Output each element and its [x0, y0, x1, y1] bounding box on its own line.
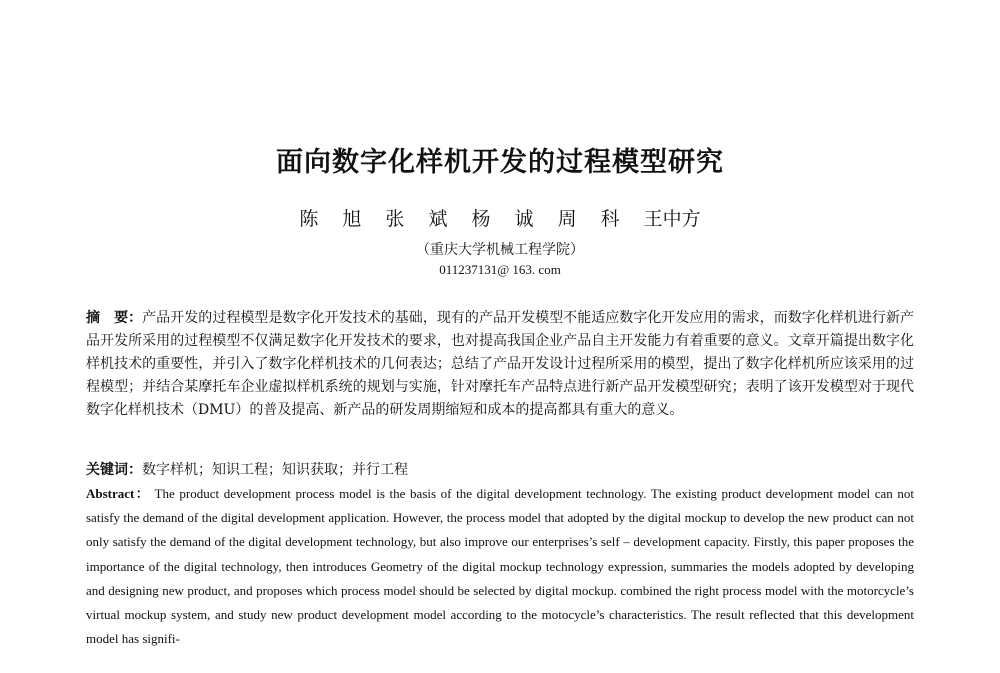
keywords [86, 459, 914, 482]
keywords-label: 关键词： [86, 462, 142, 478]
paper-authors: 陈 旭 张 斌 杨 诚 周 科 王中方 [299, 208, 701, 230]
abstract-english [86, 482, 914, 651]
paper-title: 面向数字化样机开发的过程模型研究 [276, 147, 724, 178]
abstract-label: 摘 要： [86, 310, 143, 326]
abstract-zh-text: 产品开发的过程模型是数字化开发技术的基础，现有的产品开发模型不能适应数字化开发应用的需求，而数字化样机进行新产品开发所采用的过程模型不仅满足数字化开发技术的要求，也对提高我国企业产品自主开发能力有着重要的意义。文章开篇提出数字化样机技术的重要性，并引入了数字化样机技术的几何表达；总结了产品开发设计过程所采用的模型，提出了数字化样机所应该采用的过程模型；并结合某摩托车企业虚拟样机系统的规划与实施，针对摩托车产品特点进行新产品开发模型研究；表明了该开发模型对于现代数字化样机技术（DMU）的普及提高、新产品的研发周期缩短和成本的提高都具有重大的意义。 [86, 310, 914, 418]
paper-email: 011237131@ 163. com [439, 262, 561, 277]
abstract-chinese [86, 307, 914, 422]
abstract-en-text: The product development process model is the basis of the digital development technology. The existing product development model can not satisfy the demand of the digital development application. However, the process model that adopted by the digital mockup to develop the new product can not only satisfy the demand of the digital development technology, but also improve our enterprises’s self – development capacity. Firstly, this paper proposes the importance of the digital technology, then introduces Geometry of the digital mockup technology expression, summaries the models adopted by developing and designing new product, and proposes which process model should be selected by digital mockup. combined the right process model with the motorcycle’s virtual mockup system, and study new product development model according to the motocycle’s characteristics. The result reflected that this development model has signifi- [86, 486, 914, 647]
abstract-en-label: Abstract： [86, 486, 151, 501]
keywords-text: 数字样机；知识工程；知识获取；并行工程 [142, 462, 408, 478]
paper-affiliation: （重庆大学机械工程学院） [416, 242, 584, 258]
